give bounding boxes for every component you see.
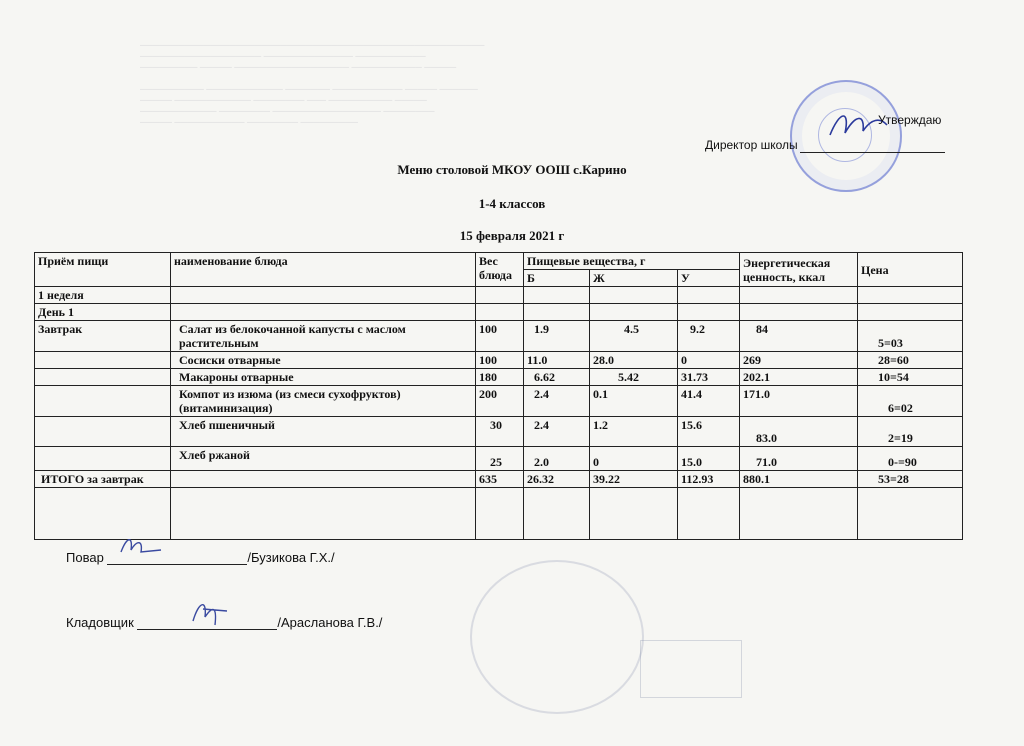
cook-name: /Бузикова Г.Х./	[247, 550, 335, 565]
dish-protein: 6.62	[524, 369, 590, 386]
dish-energy: 171.0	[740, 386, 858, 417]
dish-protein: 1.9	[524, 321, 590, 352]
cook-signature-line	[107, 550, 247, 565]
header-dish: наименование блюда	[171, 253, 476, 287]
dish-price: 5=03	[858, 321, 963, 352]
table-row	[35, 369, 963, 386]
storekeeper-name: /Арасланова Г.В./	[277, 615, 383, 630]
header-meal: Приём пищи	[35, 253, 171, 287]
table-row	[35, 447, 963, 471]
week-label: 1 неделя	[35, 287, 171, 304]
total-energy: 880.1	[740, 471, 858, 488]
dish-protein: 11.0	[524, 352, 590, 369]
storekeeper-signature-line	[137, 615, 277, 630]
faint-round-stamp	[470, 560, 644, 714]
total-price: 53=28	[858, 471, 963, 488]
dish-energy: 83.0	[740, 417, 858, 447]
dish-carbs: 15.0	[678, 447, 740, 471]
dish-fat: 1.2	[590, 417, 678, 447]
dish-weight: 25	[476, 447, 524, 471]
menu-title: Меню столовой МКОУ ООШ с.Карино	[397, 162, 627, 177]
header-weight: Вес блюда	[476, 253, 524, 287]
header-b: Б	[524, 270, 590, 287]
dish-energy: 84	[740, 321, 858, 352]
director-signature-line	[800, 152, 945, 153]
header-u: У	[678, 270, 740, 287]
approve-word: Утверждаю	[878, 113, 942, 127]
meal-label: Завтрак	[35, 321, 171, 352]
table-row	[35, 321, 963, 352]
director-label: Директор школы	[705, 138, 798, 152]
total-label: ИТОГО за завтрак	[35, 471, 171, 488]
table-row	[35, 386, 963, 417]
dish-price: 2=19	[858, 417, 963, 447]
dish-price: 6=02	[858, 386, 963, 417]
storekeeper-label: Кладовщик	[66, 615, 134, 630]
dish-energy: 269	[740, 352, 858, 369]
dish-carbs: 9.2	[678, 321, 740, 352]
dish-name: Хлеб пшеничный	[171, 417, 476, 447]
total-carbs: 112.93	[678, 471, 740, 488]
dish-weight: 100	[476, 321, 524, 352]
day-label: День 1	[35, 304, 171, 321]
dish-protein: 2.4	[524, 417, 590, 447]
dish-energy: 71.0	[740, 447, 858, 471]
bleed-through-text: ────────────────────────────────────────────────────── ─────────────────── ────────────── ─────────── ───────── ───── ────────────────── ─────────── ───── ────────── ──────────── ─────── ─────────── ───── ────── ───── ──────────── ──────── ─── ────────── ───── ──────────── ──────── ───────────────── ──────── ───── ─────────── ──────── ─────────	[140, 40, 485, 127]
dish-carbs: 31.73	[678, 369, 740, 386]
total-fat: 39.22	[590, 471, 678, 488]
class-range: 1-4 классов	[478, 196, 546, 211]
dish-protein: 2.0	[524, 447, 590, 471]
storekeeper-signature	[187, 595, 247, 629]
table-row	[35, 417, 963, 447]
faint-rect-stamp	[640, 640, 742, 698]
cook-signature-row	[66, 550, 335, 565]
dish-weight: 100	[476, 352, 524, 369]
header-zh: Ж	[590, 270, 678, 287]
total-protein: 26.32	[524, 471, 590, 488]
dish-carbs: 0	[678, 352, 740, 369]
total-row	[35, 471, 963, 488]
dish-fat: 4.5	[590, 321, 678, 352]
week-row	[35, 287, 963, 304]
dish-name: Сосиски отварные	[171, 352, 476, 369]
dish-fat: 0.1	[590, 386, 678, 417]
dish-name: Макароны отварные	[171, 369, 476, 386]
storekeeper-signature-row	[66, 615, 382, 630]
dish-name: Компот из изюма (из смеси сухофруктов) (витаминизация)	[171, 386, 476, 417]
total-weight: 635	[476, 471, 524, 488]
dish-price: 10=54	[858, 369, 963, 386]
dish-fat: 0	[590, 447, 678, 471]
dish-name: Салат из белокочанной капусты с маслом растительным	[171, 321, 476, 352]
menu-date: 15 февраля 2021 г	[459, 228, 565, 243]
dish-protein: 2.4	[524, 386, 590, 417]
dish-weight: 200	[476, 386, 524, 417]
dish-fat: 28.0	[590, 352, 678, 369]
menu-table	[34, 252, 963, 540]
header-energy: Энергетическая ценность, ккал	[740, 253, 858, 287]
day-row	[35, 304, 963, 321]
dish-carbs: 15.6	[678, 417, 740, 447]
dish-fat: 5.42	[590, 369, 678, 386]
header-row	[35, 253, 963, 270]
dish-energy: 202.1	[740, 369, 858, 386]
dish-name: Хлеб ржаной	[171, 447, 476, 471]
dish-price: 28=60	[858, 352, 963, 369]
table-row	[35, 352, 963, 369]
dish-carbs: 41.4	[678, 386, 740, 417]
dish-weight: 180	[476, 369, 524, 386]
header-nutrients: Пищевые вещества, г	[524, 253, 740, 270]
dish-weight: 30	[476, 417, 524, 447]
cook-label: Повар	[66, 550, 104, 565]
header-price: Цена	[858, 253, 963, 287]
cook-signature	[117, 532, 177, 562]
dish-price: 0-=90	[858, 447, 963, 471]
